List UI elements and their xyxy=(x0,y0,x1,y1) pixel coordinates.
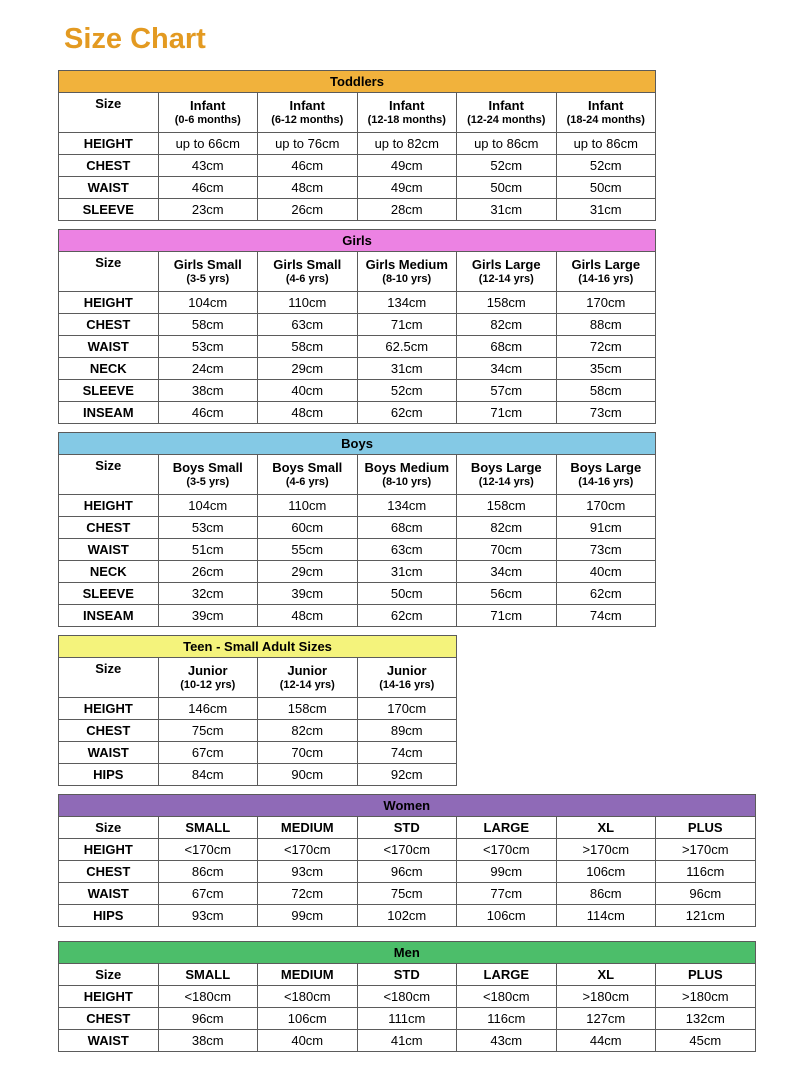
column-header xyxy=(556,252,656,292)
row-label: HEIGHT xyxy=(59,495,159,517)
table-cell: 39cm xyxy=(158,605,258,627)
table-cell: 62cm xyxy=(556,583,656,605)
table-cell: <170cm xyxy=(457,839,557,861)
row-label: CHEST xyxy=(59,314,159,336)
column-header: LARGE xyxy=(457,964,557,986)
table-cell: 96cm xyxy=(357,861,457,883)
section-band-row xyxy=(59,942,756,964)
table-cell: up to 82cm xyxy=(357,133,457,155)
row-label: HIPS xyxy=(59,905,159,927)
table-cell: 84cm xyxy=(158,764,258,786)
section-title: Girls xyxy=(59,230,656,252)
table-cell: 62cm xyxy=(357,402,457,424)
column-header: PLUS xyxy=(656,964,756,986)
table-cell: 158cm xyxy=(457,292,557,314)
table-cell: 116cm xyxy=(656,861,756,883)
section-band-row xyxy=(59,433,656,455)
column-header-row xyxy=(59,658,457,698)
table-cell: 31cm xyxy=(357,358,457,380)
column-header-name: Infant xyxy=(190,98,226,113)
table-cell: 34cm xyxy=(457,358,557,380)
column-header xyxy=(158,658,258,698)
column-header xyxy=(158,93,258,133)
size-label-header: Size xyxy=(59,252,159,292)
table-cell: 90cm xyxy=(258,764,358,786)
table-cell: up to 66cm xyxy=(158,133,258,155)
table-row xyxy=(59,380,656,402)
column-header-name: Boys Large xyxy=(570,460,642,475)
table-cell: 45cm xyxy=(656,1030,756,1052)
column-header xyxy=(258,93,358,133)
table-cell: 46cm xyxy=(158,402,258,424)
table-cell: 39cm xyxy=(258,583,358,605)
table-cell: 29cm xyxy=(258,561,358,583)
column-header-range: (12-24 months) xyxy=(467,114,546,126)
table-cell: 68cm xyxy=(357,517,457,539)
table-cell: 67cm xyxy=(158,883,258,905)
table-row xyxy=(59,720,457,742)
table-cell: 58cm xyxy=(556,380,656,402)
column-header-name: Infant xyxy=(488,98,524,113)
table-cell: 58cm xyxy=(158,314,258,336)
column-header xyxy=(457,252,557,292)
column-header-range: (10-12 yrs) xyxy=(180,679,236,691)
table-cell: 132cm xyxy=(656,1008,756,1030)
section-title: Teen - Small Adult Sizes xyxy=(59,636,457,658)
table-cell: 158cm xyxy=(258,698,358,720)
column-header xyxy=(556,455,656,495)
table-cell: 51cm xyxy=(158,539,258,561)
column-header xyxy=(258,455,358,495)
table-cell: 48cm xyxy=(258,605,358,627)
table-row xyxy=(59,517,656,539)
row-label: CHEST xyxy=(59,720,159,742)
table-cell: up to 76cm xyxy=(258,133,358,155)
table-row xyxy=(59,583,656,605)
table-cell: 49cm xyxy=(357,177,457,199)
column-header-row xyxy=(59,93,656,133)
row-label: SLEEVE xyxy=(59,380,159,402)
table-cell: 23cm xyxy=(158,199,258,221)
table-cell: <170cm xyxy=(158,839,258,861)
table-cell: 134cm xyxy=(357,495,457,517)
table-cell: 74cm xyxy=(357,742,457,764)
row-label: HEIGHT xyxy=(59,292,159,314)
table-row xyxy=(59,742,457,764)
table-cell: 50cm xyxy=(457,177,557,199)
table-cell: 40cm xyxy=(258,1030,358,1052)
row-label: INSEAM xyxy=(59,402,159,424)
column-header-range: (14-16 yrs) xyxy=(578,273,634,285)
table-cell: 70cm xyxy=(457,539,557,561)
table-cell: 82cm xyxy=(258,720,358,742)
table-cell: 110cm xyxy=(258,292,358,314)
table-cell: 75cm xyxy=(158,720,258,742)
table-cell: 77cm xyxy=(457,883,557,905)
table-cell: 41cm xyxy=(357,1030,457,1052)
column-header-row xyxy=(59,964,756,986)
column-header-name: Junior xyxy=(287,663,328,678)
column-header: SMALL xyxy=(158,817,258,839)
table-row xyxy=(59,177,656,199)
row-label: NECK xyxy=(59,358,159,380)
table-cell: 106cm xyxy=(556,861,656,883)
size-table-women xyxy=(58,794,756,927)
row-label: INSEAM xyxy=(59,605,159,627)
table-cell: 32cm xyxy=(158,583,258,605)
table-cell: 67cm xyxy=(158,742,258,764)
row-label: CHEST xyxy=(59,517,159,539)
table-cell: 48cm xyxy=(258,402,358,424)
table-row xyxy=(59,539,656,561)
column-header-name: Boys Large xyxy=(470,460,542,475)
column-header xyxy=(556,93,656,133)
table-cell: 53cm xyxy=(158,517,258,539)
table-row xyxy=(59,605,656,627)
column-header-range: (8-10 yrs) xyxy=(382,273,432,285)
column-header-range: (12-14 yrs) xyxy=(478,476,534,488)
row-label: CHEST xyxy=(59,861,159,883)
column-header-name: Boys Small xyxy=(172,460,243,475)
row-label: WAIST xyxy=(59,177,159,199)
table-cell: 104cm xyxy=(158,292,258,314)
section-title: Toddlers xyxy=(59,71,656,93)
table-cell: 71cm xyxy=(457,402,557,424)
row-label: WAIST xyxy=(59,1030,159,1052)
column-header xyxy=(457,455,557,495)
table-cell: 46cm xyxy=(258,155,358,177)
table-row xyxy=(59,883,756,905)
table-cell: >170cm xyxy=(556,839,656,861)
table-cell: 170cm xyxy=(556,495,656,517)
table-cell: 158cm xyxy=(457,495,557,517)
table-cell: 96cm xyxy=(158,1008,258,1030)
table-cell: 73cm xyxy=(556,402,656,424)
table-row xyxy=(59,861,756,883)
column-header-range: (3-5 yrs) xyxy=(186,273,230,285)
column-header xyxy=(357,252,457,292)
table-cell: 50cm xyxy=(357,583,457,605)
column-header-name: Girls Small xyxy=(273,257,342,272)
table-cell: 86cm xyxy=(158,861,258,883)
table-cell: 72cm xyxy=(556,336,656,358)
table-cell: 58cm xyxy=(258,336,358,358)
column-header-range: (6-12 months) xyxy=(271,114,344,126)
column-header xyxy=(357,93,457,133)
column-header-name: Boys Small xyxy=(272,460,343,475)
table-row xyxy=(59,495,656,517)
table-cell: 96cm xyxy=(656,883,756,905)
column-header: SMALL xyxy=(158,964,258,986)
table-cell: 111cm xyxy=(357,1008,457,1030)
table-cell: 40cm xyxy=(556,561,656,583)
column-header-name: Girls Small xyxy=(173,257,242,272)
table-row xyxy=(59,336,656,358)
column-header-row xyxy=(59,455,656,495)
column-header-range: (14-16 yrs) xyxy=(379,679,435,691)
table-cell: 44cm xyxy=(556,1030,656,1052)
table-cell: 57cm xyxy=(457,380,557,402)
row-label: CHEST xyxy=(59,155,159,177)
table-cell: 43cm xyxy=(457,1030,557,1052)
column-header: STD xyxy=(357,964,457,986)
table-cell: 46cm xyxy=(158,177,258,199)
table-cell: 75cm xyxy=(357,883,457,905)
table-cell: 48cm xyxy=(258,177,358,199)
table-cell: 93cm xyxy=(158,905,258,927)
table-cell: 62cm xyxy=(357,605,457,627)
row-label: HEIGHT xyxy=(59,839,159,861)
column-header-name: Infant xyxy=(588,98,624,113)
table-cell: 99cm xyxy=(258,905,358,927)
row-label: SLEEVE xyxy=(59,583,159,605)
table-cell: 52cm xyxy=(556,155,656,177)
table-cell: 26cm xyxy=(158,561,258,583)
section-band-row xyxy=(59,636,457,658)
table-cell: 40cm xyxy=(258,380,358,402)
table-cell: 38cm xyxy=(158,380,258,402)
column-header-name: Girls Large xyxy=(571,257,641,272)
column-header-name: Girls Medium xyxy=(365,257,448,272)
table-cell: 34cm xyxy=(457,561,557,583)
table-row xyxy=(59,986,756,1008)
size-label-header: Size xyxy=(59,93,159,133)
column-header-range: (4-6 yrs) xyxy=(285,273,329,285)
table-row xyxy=(59,905,756,927)
size-table-men xyxy=(58,941,756,1052)
section-title: Men xyxy=(59,942,756,964)
row-label: NECK xyxy=(59,561,159,583)
table-cell: 53cm xyxy=(158,336,258,358)
table-cell: 121cm xyxy=(656,905,756,927)
table-row xyxy=(59,199,656,221)
size-table-girls xyxy=(58,229,656,424)
table-cell: 88cm xyxy=(556,314,656,336)
size-label-header: Size xyxy=(59,817,159,839)
table-cell: 71cm xyxy=(457,605,557,627)
column-header: XL xyxy=(556,964,656,986)
table-cell: 63cm xyxy=(258,314,358,336)
section-band-row xyxy=(59,795,756,817)
column-header-name: Girls Large xyxy=(471,257,541,272)
table-cell: 55cm xyxy=(258,539,358,561)
table-cell: 93cm xyxy=(258,861,358,883)
row-label: HEIGHT xyxy=(59,986,159,1008)
column-header: PLUS xyxy=(656,817,756,839)
column-header-range: (12-18 months) xyxy=(367,114,446,126)
size-table-boys xyxy=(58,432,656,627)
table-cell: 104cm xyxy=(158,495,258,517)
table-cell: 170cm xyxy=(357,698,457,720)
table-row xyxy=(59,133,656,155)
table-cell: 170cm xyxy=(556,292,656,314)
table-cell: 106cm xyxy=(258,1008,358,1030)
table-cell: 49cm xyxy=(357,155,457,177)
table-row xyxy=(59,314,656,336)
column-header: MEDIUM xyxy=(258,817,358,839)
row-label: CHEST xyxy=(59,1008,159,1030)
size-label-header: Size xyxy=(59,964,159,986)
table-cell: 68cm xyxy=(457,336,557,358)
table-row xyxy=(59,402,656,424)
table-cell: 73cm xyxy=(556,539,656,561)
column-header-name: Infant xyxy=(289,98,325,113)
table-cell: 89cm xyxy=(357,720,457,742)
column-header-range: (4-6 yrs) xyxy=(285,476,329,488)
table-cell: 146cm xyxy=(158,698,258,720)
table-cell: <170cm xyxy=(357,839,457,861)
table-cell: 43cm xyxy=(158,155,258,177)
column-header-name: Junior xyxy=(187,663,228,678)
table-cell: 63cm xyxy=(357,539,457,561)
table-cell: up to 86cm xyxy=(556,133,656,155)
table-cell: 72cm xyxy=(258,883,358,905)
table-cell: 106cm xyxy=(457,905,557,927)
column-header: STD xyxy=(357,817,457,839)
column-header-range: (8-10 yrs) xyxy=(382,476,432,488)
table-cell: 91cm xyxy=(556,517,656,539)
table-cell: 56cm xyxy=(457,583,557,605)
table-cell: 31cm xyxy=(357,561,457,583)
table-cell: <180cm xyxy=(258,986,358,1008)
table-cell: 71cm xyxy=(357,314,457,336)
column-header: XL xyxy=(556,817,656,839)
size-label-header: Size xyxy=(59,455,159,495)
table-cell: <180cm xyxy=(158,986,258,1008)
table-cell: 35cm xyxy=(556,358,656,380)
table-cell: 70cm xyxy=(258,742,358,764)
table-cell: 92cm xyxy=(357,764,457,786)
table-cell: 74cm xyxy=(556,605,656,627)
row-label: HIPS xyxy=(59,764,159,786)
column-header: MEDIUM xyxy=(258,964,358,986)
table-cell: 86cm xyxy=(556,883,656,905)
table-cell: 82cm xyxy=(457,314,557,336)
table-cell: 62.5cm xyxy=(357,336,457,358)
table-cell: <170cm xyxy=(258,839,358,861)
column-header xyxy=(158,252,258,292)
table-cell: 134cm xyxy=(357,292,457,314)
size-table-teen xyxy=(58,635,457,786)
section-title: Boys xyxy=(59,433,656,455)
table-cell: <180cm xyxy=(357,986,457,1008)
table-cell: 52cm xyxy=(357,380,457,402)
table-row xyxy=(59,764,457,786)
section-band-row xyxy=(59,71,656,93)
column-header xyxy=(158,455,258,495)
column-header-range: (3-5 yrs) xyxy=(186,476,230,488)
table-cell: >180cm xyxy=(656,986,756,1008)
column-header-range: (18-24 months) xyxy=(566,114,645,126)
table-row xyxy=(59,561,656,583)
row-label: HEIGHT xyxy=(59,698,159,720)
table-row xyxy=(59,292,656,314)
table-cell: 102cm xyxy=(357,905,457,927)
table-cell: 24cm xyxy=(158,358,258,380)
section-band-row xyxy=(59,230,656,252)
column-header xyxy=(457,93,557,133)
page-title: Size Chart xyxy=(64,23,206,55)
column-header-range: (14-16 yrs) xyxy=(578,476,634,488)
column-header-range: (12-14 yrs) xyxy=(478,273,534,285)
table-cell: 38cm xyxy=(158,1030,258,1052)
table-cell: 114cm xyxy=(556,905,656,927)
column-header-range: (0-6 months) xyxy=(174,114,241,126)
row-label: WAIST xyxy=(59,742,159,764)
section-title: Women xyxy=(59,795,756,817)
row-label: WAIST xyxy=(59,336,159,358)
column-header-name: Boys Medium xyxy=(364,460,449,475)
table-cell: 99cm xyxy=(457,861,557,883)
table-row xyxy=(59,839,756,861)
row-label: SLEEVE xyxy=(59,199,159,221)
column-header xyxy=(357,455,457,495)
table-cell: 82cm xyxy=(457,517,557,539)
table-cell: 26cm xyxy=(258,199,358,221)
column-header-name: Infant xyxy=(389,98,425,113)
table-cell: 127cm xyxy=(556,1008,656,1030)
table-cell: 29cm xyxy=(258,358,358,380)
size-table-toddlers xyxy=(58,70,656,221)
table-row xyxy=(59,1030,756,1052)
table-cell: 28cm xyxy=(357,199,457,221)
column-header-name: Junior xyxy=(386,663,427,678)
table-cell: <180cm xyxy=(457,986,557,1008)
table-row xyxy=(59,155,656,177)
row-label: HEIGHT xyxy=(59,133,159,155)
table-cell: 31cm xyxy=(457,199,557,221)
size-label-header: Size xyxy=(59,658,159,698)
table-cell: 52cm xyxy=(457,155,557,177)
table-cell: 110cm xyxy=(258,495,358,517)
column-header-row xyxy=(59,817,756,839)
table-cell: 60cm xyxy=(258,517,358,539)
table-cell: >170cm xyxy=(656,839,756,861)
column-header-row xyxy=(59,252,656,292)
table-cell: 116cm xyxy=(457,1008,557,1030)
table-cell: up to 86cm xyxy=(457,133,557,155)
table-cell: 31cm xyxy=(556,199,656,221)
table-cell: >180cm xyxy=(556,986,656,1008)
column-header: LARGE xyxy=(457,817,557,839)
table-cell: 50cm xyxy=(556,177,656,199)
row-label: WAIST xyxy=(59,883,159,905)
row-label: WAIST xyxy=(59,539,159,561)
column-header xyxy=(357,658,457,698)
table-row xyxy=(59,358,656,380)
table-row xyxy=(59,698,457,720)
column-header-range: (12-14 yrs) xyxy=(279,679,335,691)
table-row xyxy=(59,1008,756,1030)
column-header xyxy=(258,252,358,292)
column-header xyxy=(258,658,358,698)
